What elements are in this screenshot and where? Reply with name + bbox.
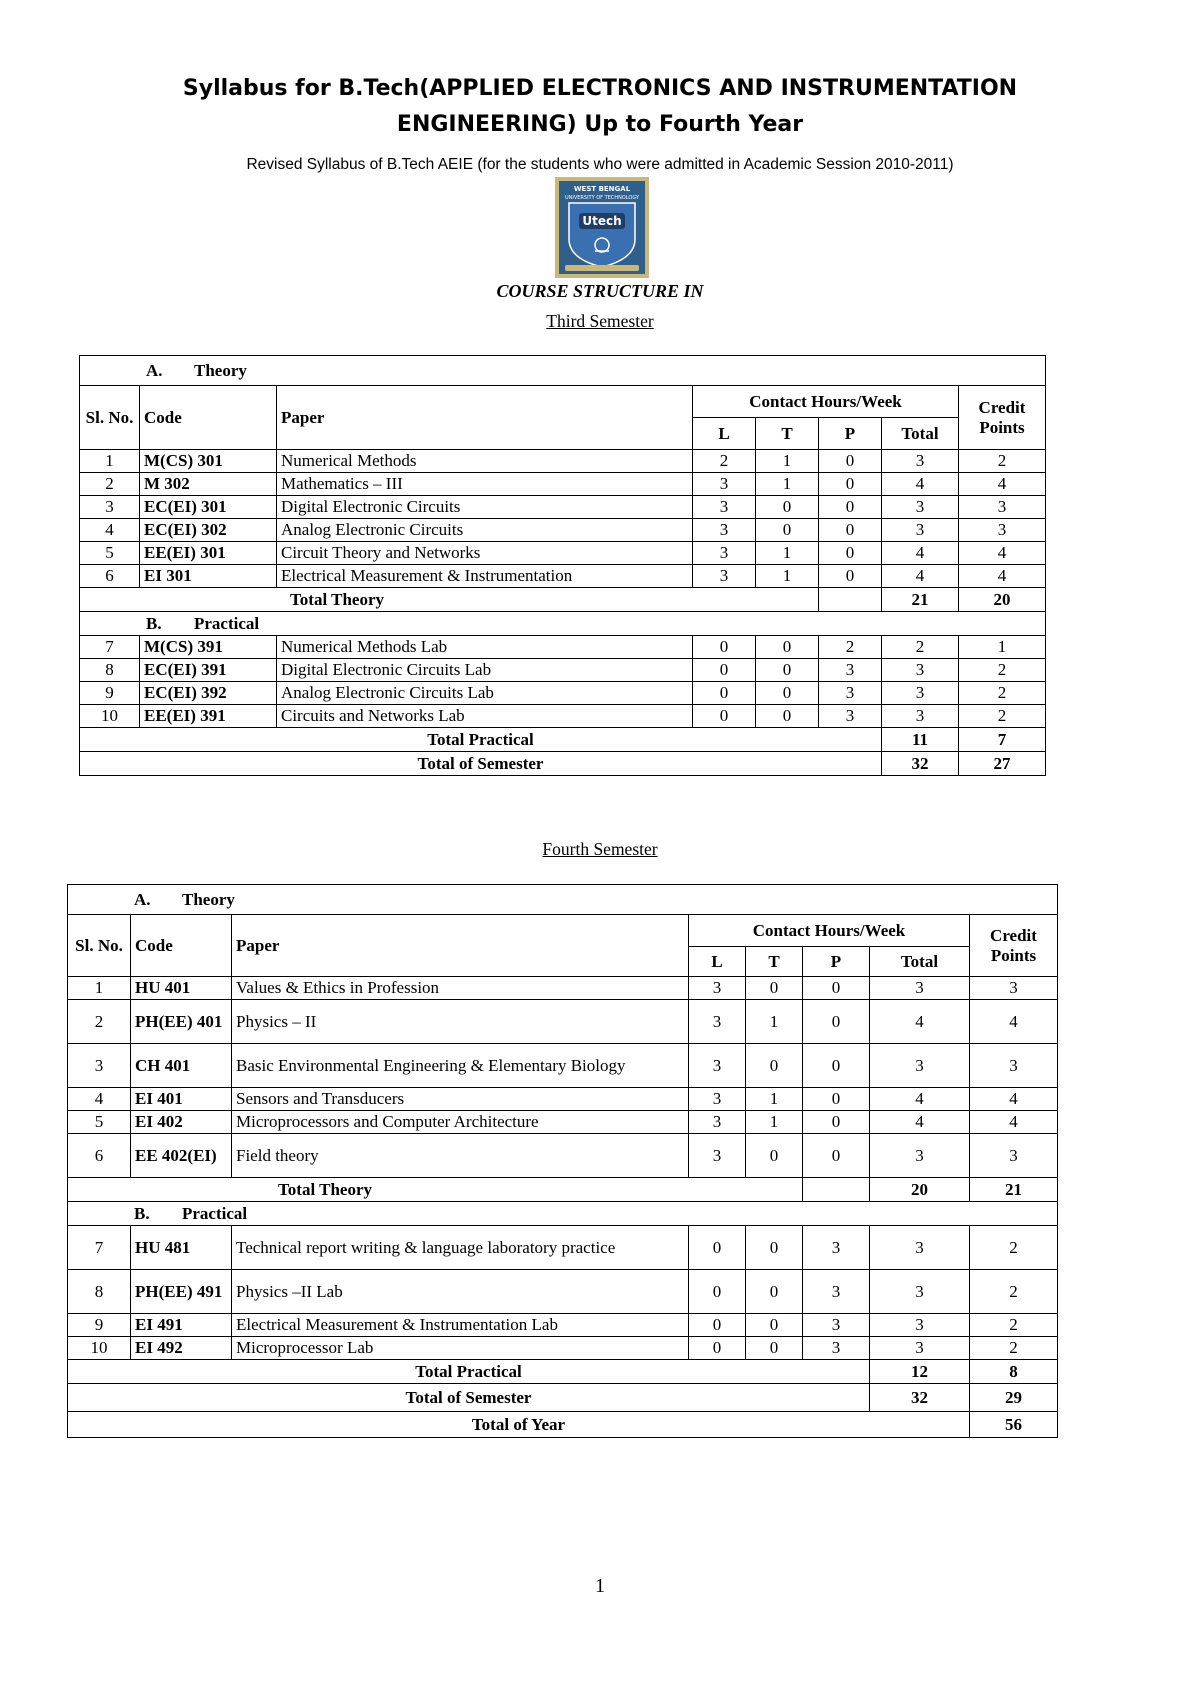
course-row [68, 1044, 1058, 1088]
total-theory-hours: 20 [870, 1178, 970, 1202]
course-row [68, 1226, 1058, 1270]
fourth-semester-table [67, 884, 1058, 1438]
total-semester-label: Total of Semester [68, 1384, 870, 1412]
code-cell: EC(EI) 302 [140, 519, 277, 542]
p-cell: 0 [819, 496, 882, 519]
code-cell: EC(EI) 391 [140, 659, 277, 682]
t-cell: 1 [746, 1111, 803, 1134]
total-theory-credits: 21 [970, 1178, 1058, 1202]
section-label-theory: A. Theory [68, 885, 1058, 915]
course-row [68, 1134, 1058, 1178]
t-cell: 0 [746, 1337, 803, 1360]
p-cell: 3 [819, 659, 882, 682]
l-cell: 0 [689, 1270, 746, 1314]
total-cell: 3 [870, 1044, 970, 1088]
document-title-line1: Syllabus for B.Tech(APPLIED ELECTRONICS AND INSTRUMENTATION [182, 76, 1018, 101]
total-cell: 3 [870, 977, 970, 1000]
header-paper: Paper [277, 386, 693, 450]
total-cell: 4 [870, 1000, 970, 1044]
l-cell: 0 [693, 636, 756, 659]
credit-cell: 4 [959, 542, 1046, 565]
header-t: T [756, 418, 819, 450]
credit-cell: 2 [970, 1337, 1058, 1360]
sl-no-cell: 5 [80, 542, 140, 565]
credit-cell: 4 [970, 1111, 1058, 1134]
p-cell: 2 [819, 636, 882, 659]
header-p: P [803, 947, 870, 977]
t-cell: 1 [756, 473, 819, 496]
total-theory-hours: 21 [882, 588, 959, 612]
l-cell: 3 [689, 1044, 746, 1088]
total-cell: 3 [882, 682, 959, 705]
credit-cell: 2 [959, 705, 1046, 728]
sl-no-cell: 2 [68, 1000, 131, 1044]
l-cell: 3 [689, 1088, 746, 1111]
total-theory-credits: 20 [959, 588, 1046, 612]
paper-cell: Values & Ethics in Profession [232, 977, 689, 1000]
credit-cell: 1 [959, 636, 1046, 659]
paper-cell: Circuit Theory and Networks [277, 542, 693, 565]
total-practical-label: Total Practical [80, 728, 882, 752]
paper-cell: Electrical Measurement & Instrumentation Lab [232, 1314, 689, 1337]
credit-cell: 2 [970, 1270, 1058, 1314]
code-cell: EI 491 [131, 1314, 232, 1337]
t-cell: 0 [746, 1044, 803, 1088]
credit-cell: 3 [970, 977, 1058, 1000]
sl-no-cell: 7 [68, 1226, 131, 1270]
credit-cell: 2 [970, 1314, 1058, 1337]
t-cell: 0 [746, 1226, 803, 1270]
p-cell: 3 [819, 682, 882, 705]
total-semester-credits: 29 [970, 1384, 1058, 1412]
header-code: Code [131, 915, 232, 977]
l-cell: 0 [689, 1337, 746, 1360]
code-cell: HU 481 [131, 1226, 232, 1270]
course-row [80, 450, 1046, 473]
total-cell: 2 [882, 636, 959, 659]
header-credit-points: Credit Points [970, 915, 1058, 977]
credit-cell: 3 [959, 519, 1046, 542]
paper-cell: Analog Electronic Circuits [277, 519, 693, 542]
paper-cell: Numerical Methods Lab [277, 636, 693, 659]
paper-cell: Numerical Methods [277, 450, 693, 473]
total-cell: 3 [870, 1337, 970, 1360]
t-cell: 0 [746, 1134, 803, 1178]
sl-no-cell: 9 [68, 1314, 131, 1337]
p-cell: 0 [819, 519, 882, 542]
t-cell: 1 [756, 450, 819, 473]
p-cell: 3 [819, 705, 882, 728]
paper-cell: Field theory [232, 1134, 689, 1178]
p-cell: 3 [803, 1337, 870, 1360]
course-row [80, 496, 1046, 519]
l-cell: 3 [689, 1000, 746, 1044]
paper-cell: Digital Electronic Circuits Lab [277, 659, 693, 682]
third-semester-heading: Third Semester [546, 311, 654, 331]
code-cell: EI 492 [131, 1337, 232, 1360]
paper-cell: Microprocessors and Computer Architecture [232, 1111, 689, 1134]
header-contact-hours: Contact Hours/Week [693, 386, 959, 418]
total-cell: 4 [882, 542, 959, 565]
credit-cell: 4 [970, 1000, 1058, 1044]
l-cell: 0 [693, 659, 756, 682]
section-label-practical: B. Practical [80, 612, 1046, 636]
course-row [68, 977, 1058, 1000]
course-row [80, 636, 1046, 659]
course-row [80, 659, 1046, 682]
sl-no-cell: 8 [80, 659, 140, 682]
code-cell: EE 402(EI) [131, 1134, 232, 1178]
code-cell: EE(EI) 391 [140, 705, 277, 728]
total-semester-credits: 27 [959, 752, 1046, 776]
header-credit-points: Credit Points [959, 386, 1046, 450]
section-label-practical: B. Practical [68, 1202, 1058, 1226]
total-cell: 3 [882, 496, 959, 519]
section-label-theory: A. Theory [80, 356, 1046, 386]
credit-cell: 3 [970, 1044, 1058, 1088]
p-cell: 3 [803, 1314, 870, 1337]
course-row [68, 1088, 1058, 1111]
l-cell: 3 [693, 519, 756, 542]
p-cell: 0 [819, 450, 882, 473]
course-row [68, 1111, 1058, 1134]
header-sl-no: Sl. No. [80, 386, 140, 450]
course-row [80, 682, 1046, 705]
t-cell: 0 [756, 659, 819, 682]
page-number: 1 [595, 1575, 605, 1597]
course-row [80, 565, 1046, 588]
sl-no-cell: 1 [68, 977, 131, 1000]
total-cell: 3 [870, 1134, 970, 1178]
t-cell: 0 [746, 1314, 803, 1337]
total-cell: 3 [870, 1270, 970, 1314]
logo-sub-text: UNIVERSITY OF TECHNOLOGY [564, 195, 640, 201]
total-cell: 3 [882, 519, 959, 542]
total-theory-label: Total Theory [68, 1178, 803, 1202]
course-row [80, 542, 1046, 565]
p-cell: 0 [803, 1000, 870, 1044]
paper-cell: Technical report writing & language laboratory practice [232, 1226, 689, 1270]
t-cell: 0 [746, 977, 803, 1000]
sl-no-cell: 1 [80, 450, 140, 473]
total-cell: 3 [870, 1314, 970, 1337]
t-cell: 0 [756, 705, 819, 728]
paper-cell: Sensors and Transducers [232, 1088, 689, 1111]
sl-no-cell: 10 [68, 1337, 131, 1360]
document-title-line2: ENGINEERING) Up to Fourth Year [396, 112, 804, 137]
course-row [68, 1337, 1058, 1360]
paper-cell: Physics –II Lab [232, 1270, 689, 1314]
total-cell: 4 [882, 565, 959, 588]
paper-cell: Digital Electronic Circuits [277, 496, 693, 519]
p-cell: 0 [803, 1044, 870, 1088]
t-cell: 0 [756, 682, 819, 705]
p-cell: 0 [803, 1134, 870, 1178]
code-cell: EI 401 [131, 1088, 232, 1111]
total-theory-label: Total Theory [80, 588, 819, 612]
p-cell: 0 [819, 473, 882, 496]
total-cell: 3 [882, 705, 959, 728]
total-semester-hours: 32 [870, 1384, 970, 1412]
credit-cell: 2 [959, 659, 1046, 682]
p-cell: 0 [803, 1111, 870, 1134]
code-cell: EC(EI) 392 [140, 682, 277, 705]
l-cell: 0 [693, 682, 756, 705]
total-practical-label: Total Practical [68, 1360, 870, 1384]
sl-no-cell: 4 [80, 519, 140, 542]
sl-no-cell: 10 [80, 705, 140, 728]
total-practical-hours: 12 [870, 1360, 970, 1384]
total-cell: 4 [870, 1111, 970, 1134]
header-code: Code [140, 386, 277, 450]
paper-cell: Analog Electronic Circuits Lab [277, 682, 693, 705]
l-cell: 2 [693, 450, 756, 473]
l-cell: 0 [693, 705, 756, 728]
sl-no-cell: 3 [80, 496, 140, 519]
logo-name: Utech [582, 214, 622, 228]
credit-cell: 2 [970, 1226, 1058, 1270]
code-cell: EI 301 [140, 565, 277, 588]
header-l: L [689, 947, 746, 977]
paper-cell: Mathematics – III [277, 473, 693, 496]
sl-no-cell: 2 [80, 473, 140, 496]
l-cell: 3 [693, 496, 756, 519]
t-cell: 1 [756, 542, 819, 565]
paper-cell: Physics – II [232, 1000, 689, 1044]
header-paper: Paper [232, 915, 689, 977]
total-cell: 4 [870, 1088, 970, 1111]
header-l: L [693, 418, 756, 450]
credit-cell: 4 [959, 565, 1046, 588]
t-cell: 1 [756, 565, 819, 588]
l-cell: 3 [693, 473, 756, 496]
p-cell: 0 [803, 977, 870, 1000]
course-row [68, 1000, 1058, 1044]
code-cell: M(CS) 391 [140, 636, 277, 659]
code-cell: HU 401 [131, 977, 232, 1000]
course-row [80, 705, 1046, 728]
header-sl-no: Sl. No. [68, 915, 131, 977]
third-semester-table [79, 355, 1046, 776]
credit-cell: 2 [959, 682, 1046, 705]
total-cell: 3 [882, 450, 959, 473]
header-p: P [819, 418, 882, 450]
code-cell: M(CS) 301 [140, 450, 277, 473]
total-semester-hours: 32 [882, 752, 959, 776]
course-row [80, 519, 1046, 542]
total-cell: 4 [882, 473, 959, 496]
sl-no-cell: 5 [68, 1111, 131, 1134]
sl-no-cell: 3 [68, 1044, 131, 1088]
l-cell: 0 [689, 1314, 746, 1337]
sl-no-cell: 6 [80, 565, 140, 588]
paper-cell: Microprocessor Lab [232, 1337, 689, 1360]
sl-no-cell: 6 [68, 1134, 131, 1178]
code-cell: PH(EE) 401 [131, 1000, 232, 1044]
paper-cell: Basic Environmental Engineering & Elementary Biology [232, 1044, 689, 1088]
total-year-label: Total of Year [68, 1412, 970, 1438]
t-cell: 1 [746, 1000, 803, 1044]
credit-cell: 4 [959, 473, 1046, 496]
t-cell: 0 [756, 636, 819, 659]
header-total: Total [870, 947, 970, 977]
university-logo [555, 177, 649, 278]
p-cell: 0 [819, 565, 882, 588]
code-cell: CH 401 [131, 1044, 232, 1088]
code-cell: EE(EI) 301 [140, 542, 277, 565]
total-semester-label: Total of Semester [80, 752, 882, 776]
total-practical-hours: 11 [882, 728, 959, 752]
p-cell: 3 [803, 1226, 870, 1270]
l-cell: 3 [689, 977, 746, 1000]
document-subtitle: Revised Syllabus of B.Tech AEIE (for the students who were admitted in Academic Session 2010-2011) [246, 156, 954, 173]
course-row [68, 1270, 1058, 1314]
credit-cell: 3 [959, 496, 1046, 519]
total-cell: 3 [882, 659, 959, 682]
credit-cell: 4 [970, 1088, 1058, 1111]
course-row [80, 473, 1046, 496]
p-cell: 0 [803, 1088, 870, 1111]
header-t: T [746, 947, 803, 977]
sl-no-cell: 4 [68, 1088, 131, 1111]
code-cell: M 302 [140, 473, 277, 496]
course-structure-heading: COURSE STRUCTURE IN [496, 281, 704, 301]
t-cell: 0 [746, 1270, 803, 1314]
l-cell: 3 [689, 1111, 746, 1134]
p-cell: 3 [803, 1270, 870, 1314]
p-cell: 0 [819, 542, 882, 565]
header-contact-hours: Contact Hours/Week [689, 915, 970, 947]
t-cell: 0 [756, 496, 819, 519]
l-cell: 0 [689, 1226, 746, 1270]
code-cell: PH(EE) 491 [131, 1270, 232, 1314]
logo-top-text: WEST BENGAL [573, 185, 631, 193]
total-year-credits: 56 [970, 1412, 1058, 1438]
l-cell: 3 [693, 542, 756, 565]
code-cell: EC(EI) 301 [140, 496, 277, 519]
sl-no-cell: 7 [80, 636, 140, 659]
paper-cell: Circuits and Networks Lab [277, 705, 693, 728]
sl-no-cell: 9 [80, 682, 140, 705]
total-practical-credits: 8 [970, 1360, 1058, 1384]
credit-cell: 3 [970, 1134, 1058, 1178]
code-cell: EI 402 [131, 1111, 232, 1134]
t-cell: 0 [756, 519, 819, 542]
credit-cell: 2 [959, 450, 1046, 473]
paper-cell: Electrical Measurement & Instrumentation [277, 565, 693, 588]
header-total: Total [882, 418, 959, 450]
sl-no-cell: 8 [68, 1270, 131, 1314]
t-cell: 1 [746, 1088, 803, 1111]
course-row [68, 1314, 1058, 1337]
l-cell: 3 [689, 1134, 746, 1178]
total-practical-credits: 7 [959, 728, 1046, 752]
l-cell: 3 [693, 565, 756, 588]
fourth-semester-heading: Fourth Semester [542, 839, 658, 859]
total-cell: 3 [870, 1226, 970, 1270]
